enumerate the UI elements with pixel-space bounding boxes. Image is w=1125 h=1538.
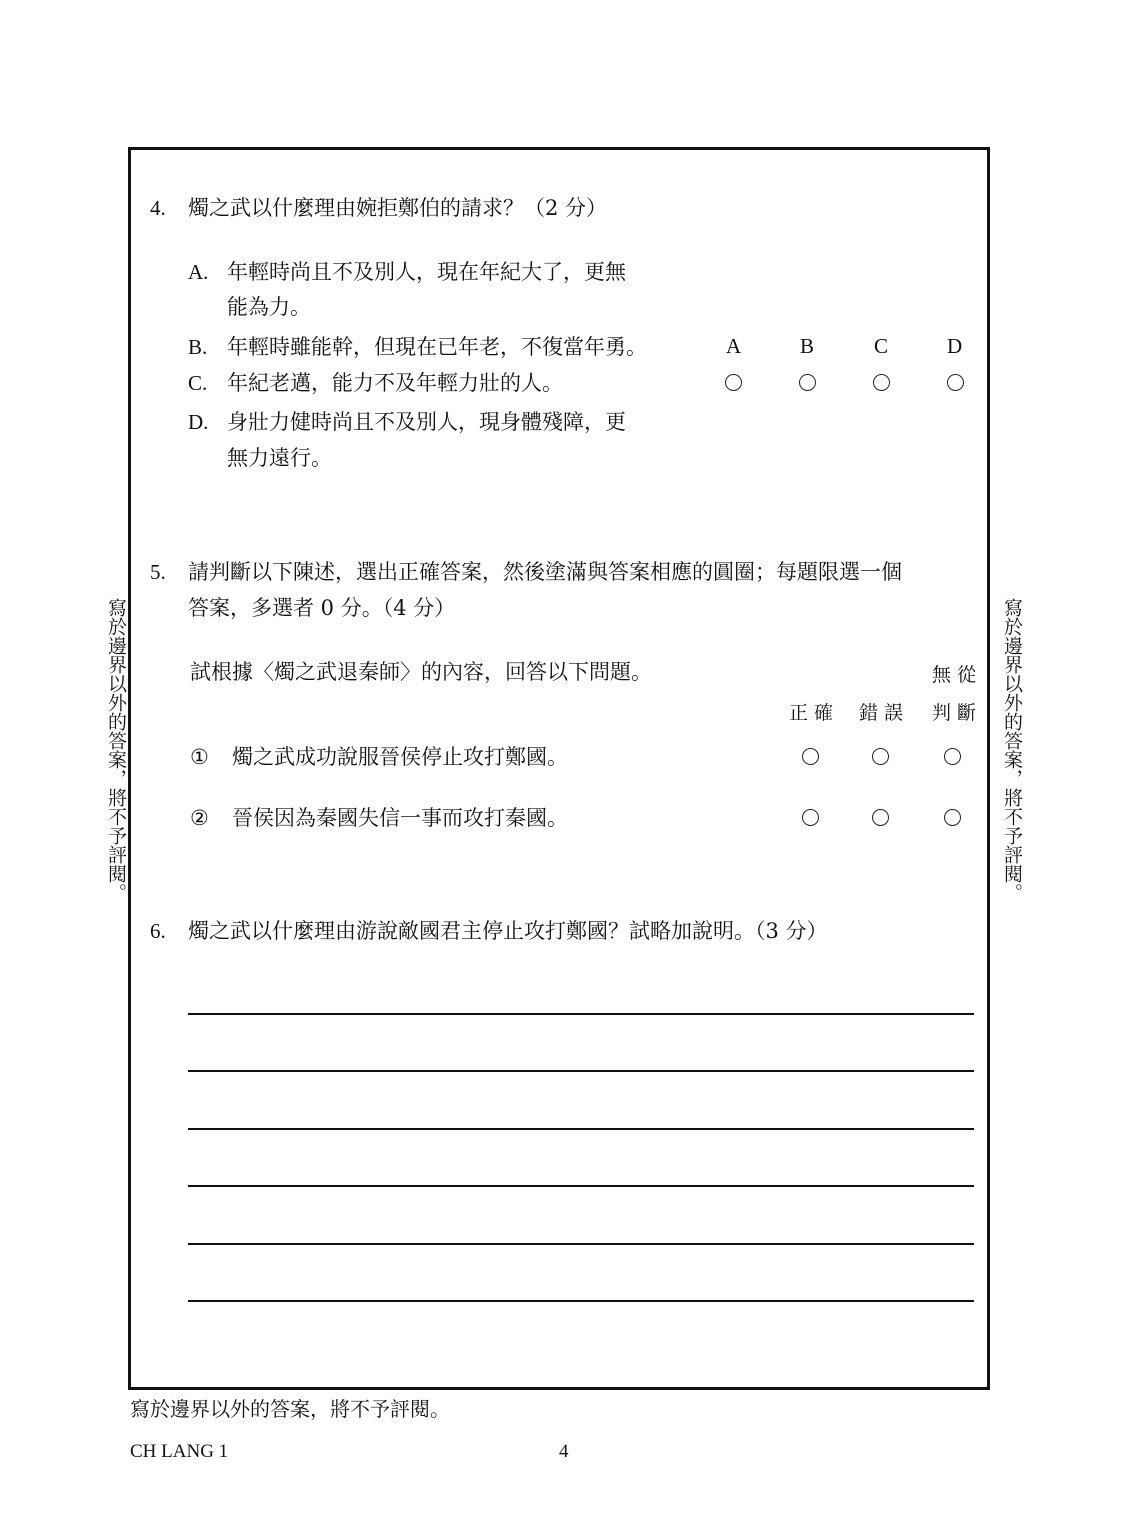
q4-bubble-d[interactable]	[947, 374, 964, 391]
q4-bubble-b[interactable]	[799, 374, 816, 391]
q5-instruction: 試根據〈燭之武退秦師〉的內容，回答以下問題。	[190, 660, 652, 684]
q4-option-a-text: 年輕時尚且不及別人，現在年紀大了，更無	[227, 260, 626, 284]
page-number: 4	[559, 1441, 569, 1462]
q5-s1-correct-bubble[interactable]	[802, 748, 819, 765]
footer-note: 寫於邊界以外的答案，將不予評閱。	[130, 1397, 450, 1421]
q4-choice-label-c: C	[874, 334, 889, 358]
q4-bubble-a[interactable]	[725, 374, 742, 391]
q6-question: 燭之武以什麼理由游說敵國君主停止攻打鄭國？試略加說明。（3 分）	[188, 919, 828, 943]
q4-choice-label-d: D	[947, 334, 963, 358]
q4-option-a-text-cont: 能為力。	[227, 295, 311, 319]
q5-statement-2-text: 晉侯因為秦國失信一事而攻打秦國。	[232, 806, 568, 830]
q6-number: 6.	[150, 919, 166, 943]
q5-header-correct: 正確	[789, 702, 840, 724]
q6-answer-line-6[interactable]	[188, 1300, 974, 1302]
q5-number: 5.	[150, 560, 166, 584]
q4-option-d-text-cont: 無力遠行。	[227, 446, 332, 470]
q4-choice-label-b: B	[800, 334, 815, 358]
q5-question-line2: 答案，多選者 0 分。（4 分）	[188, 596, 456, 620]
q5-statement-1-marker: ①	[190, 745, 209, 769]
q5-question-line1: 請判斷以下陳述，選出正確答案，然後塗滿與答案相應的圓圈；每題限選一個	[188, 560, 902, 584]
q6-answer-line-3[interactable]	[188, 1128, 974, 1130]
left-margin-note: 寫於邊界以外的答案，將不予評閱。	[105, 598, 127, 902]
q5-s2-unknown-bubble[interactable]	[944, 809, 961, 826]
q4-option-c-letter: C.	[188, 371, 208, 395]
q4-option-d-text: 身壯力健時尚且不及別人，現身體殘障，更	[227, 410, 626, 434]
q5-s2-wrong-bubble[interactable]	[872, 809, 889, 826]
q4-option-b-text: 年輕時雖能幹，但現在已年老，不復當年勇。	[227, 335, 647, 359]
q6-answer-line-4[interactable]	[188, 1185, 974, 1187]
q5-s2-correct-bubble[interactable]	[802, 809, 819, 826]
q6-answer-line-5[interactable]	[188, 1243, 974, 1245]
q5-header-wrong: 錯誤	[859, 702, 910, 724]
q5-s1-unknown-bubble[interactable]	[944, 748, 961, 765]
paper-code: CH LANG 1	[130, 1441, 229, 1462]
q4-question: 燭之武以什麼理由婉拒鄭伯的請求？（2 分）	[188, 196, 608, 220]
q5-statement-2-marker: ②	[190, 806, 209, 830]
q4-number: 4.	[150, 196, 166, 220]
q6-answer-line-2[interactable]	[188, 1070, 974, 1072]
q4-option-c-text: 年紀老邁，能力不及年輕力壯的人。	[227, 371, 563, 395]
q5-header-unknown-top: 無從	[932, 664, 983, 686]
right-margin-note: 寫於邊界以外的答案，將不予評閱。	[1001, 598, 1023, 902]
q4-option-b-letter: B.	[188, 335, 208, 359]
q5-s1-wrong-bubble[interactable]	[872, 748, 889, 765]
q5-header-unknown-bottom: 判斷	[932, 702, 983, 724]
q4-option-d-letter: D.	[188, 410, 209, 434]
q4-bubble-c[interactable]	[873, 374, 890, 391]
q4-option-a-letter: A.	[188, 260, 209, 284]
q5-statement-1-text: 燭之武成功說服晉侯停止攻打鄭國。	[232, 745, 568, 769]
q6-answer-line-1[interactable]	[188, 1013, 974, 1015]
q4-choice-label-a: A	[726, 334, 742, 358]
